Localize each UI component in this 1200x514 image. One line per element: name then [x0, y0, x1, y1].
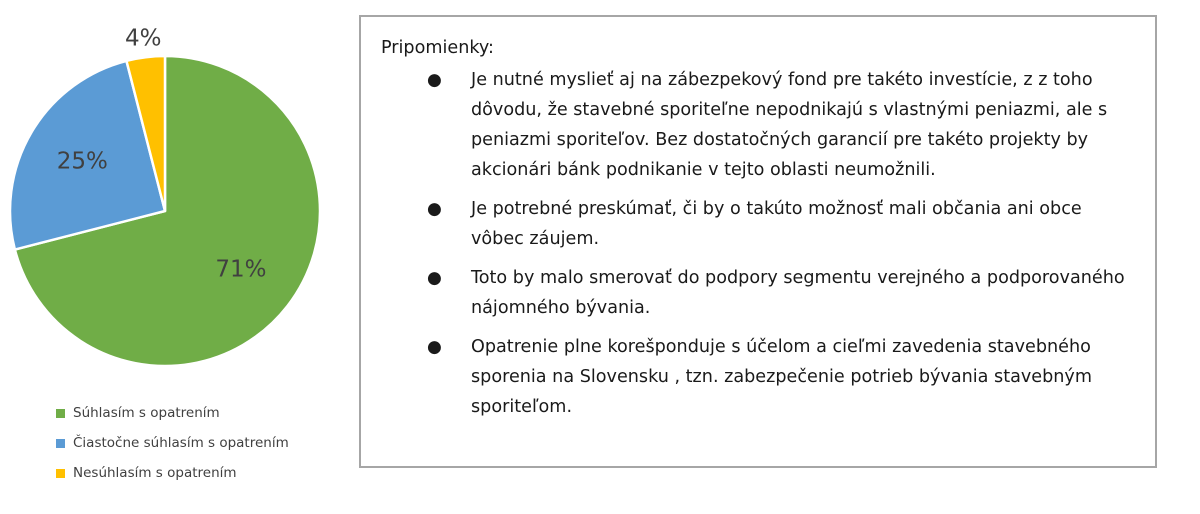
comment-item	[381, 332, 1131, 422]
bullet-icon: ●	[427, 199, 442, 219]
legend-swatch-partial	[56, 439, 65, 448]
legend-item-partial	[56, 428, 289, 458]
comment-text: Je nutné myslieť aj na zábezpekový fond pre takéto investície, z z toho dôvodu, že stavebné sporiteľne nepodnikajú s vlastnými peniazmi, ale s peniazmi sporiteľov. Bez dostatočných garancií pre takéto projekty by akcionári bánk podnikanie v tejto oblasti neumožnili.	[471, 70, 1108, 180]
legend-label-partial: Čiastočne súhlasím s opatrením	[73, 435, 289, 451]
bullet-icon: ●	[427, 268, 442, 288]
label-disagree: 4%	[124, 25, 162, 52]
comment-text: Toto by malo smerovať do podpory segmentu verejného a podporovaného nájomného bývania.	[471, 268, 1125, 318]
label-agree: 71%	[215, 256, 267, 283]
label-partial: 25%	[56, 148, 108, 175]
bullet-icon: ●	[427, 337, 442, 357]
legend-label-agree: Súhlasím s opatrením	[73, 405, 220, 421]
comment-item	[381, 194, 1131, 254]
bullet-icon: ●	[427, 70, 442, 90]
chart-legend	[56, 398, 289, 488]
legend-label-disagree: Nesúhlasím s opatrením	[73, 465, 237, 481]
comment-text: Opatrenie plne korešponduje s účelom a cieľmi zavedenia stavebného sporenia na Slovensku , tzn. zabezpečenie potrieb bývania stavebným sporiteľom.	[471, 337, 1092, 417]
comments-box	[359, 15, 1157, 468]
legend-swatch-disagree	[56, 469, 65, 478]
comments-title: Pripomienky:	[381, 38, 494, 58]
comment-item	[381, 65, 1131, 185]
comments-list	[381, 65, 1131, 422]
comment-text: Je potrebné preskúmať, či by o takúto možnosť mali občania ani obce vôbec záujem.	[471, 199, 1082, 249]
comment-item	[381, 263, 1131, 323]
legend-swatch-agree	[56, 409, 65, 418]
legend-item-disagree	[56, 458, 289, 488]
legend-item-agree	[56, 398, 289, 428]
